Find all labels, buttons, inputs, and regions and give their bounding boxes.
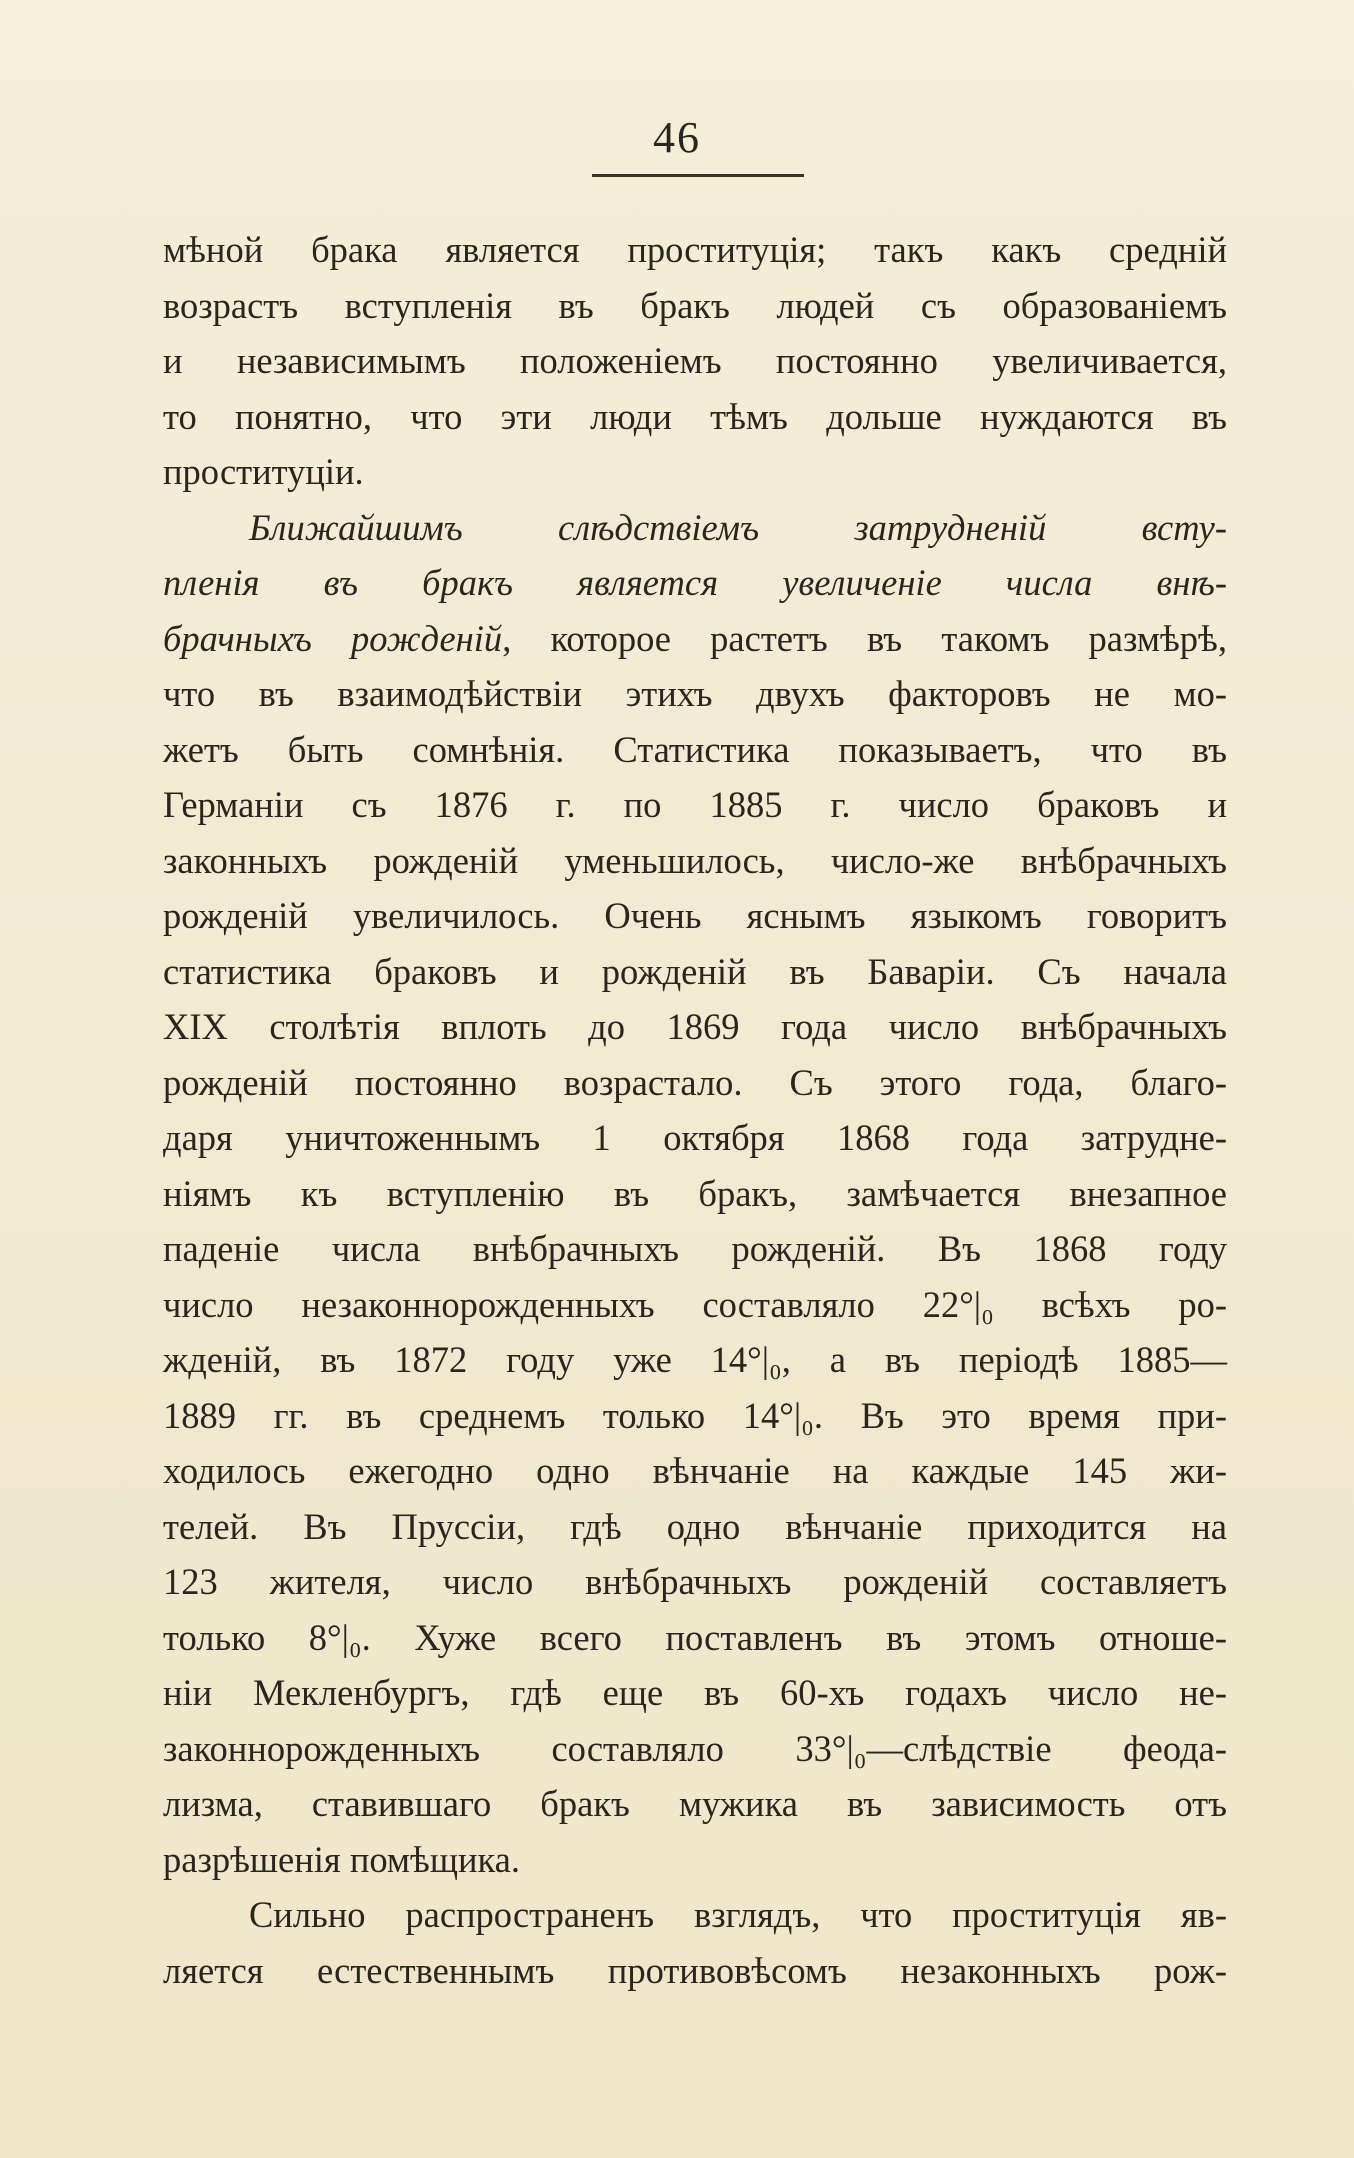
line-text: Сильно распространенъ взглядъ, что проституція яв-	[249, 1894, 1227, 1935]
line-text: статистика браковъ и рожденій въ Баваріи. Съ начала	[163, 950, 1227, 992]
text-line	[163, 1443, 1227, 1499]
text-line	[163, 999, 1227, 1055]
line-text: телей. Въ Пруссіи, гдѣ одно вѣнчаніе приходится на	[163, 1505, 1227, 1547]
text-line	[163, 666, 1227, 722]
text-line	[163, 1832, 1227, 1888]
line-text: законнорожденныхъ составляло 33°|₀—слѣдствіе феода-	[163, 1727, 1227, 1769]
line-text: жденій, въ 1872 году уже 14°|₀, а въ періодѣ 1885—	[163, 1339, 1227, 1380]
text-line	[163, 389, 1227, 445]
line-text: ніямъ къ вступленію въ бракъ, замѣчается внезапное	[163, 1172, 1227, 1214]
line-text: лизма, ставившаго бракъ мужика въ зависимость отъ	[163, 1783, 1227, 1824]
text-line	[163, 1277, 1227, 1333]
line-text: жетъ быть сомнѣнія. Статистика показываетъ, что въ	[163, 728, 1227, 770]
line-text: ляется естественнымъ противовѣсомъ незаконныхъ рож-	[163, 1949, 1227, 1991]
line-text: законныхъ рожденій уменьшилось, число-же внѣбрачныхъ	[163, 839, 1227, 881]
line-text: что въ взаимодѣйствіи этихъ двухъ факторовъ не мо-	[163, 673, 1227, 714]
line-text: 123 жителя, число внѣбрачныхъ рожденій составляетъ	[163, 1561, 1227, 1602]
text-line	[163, 500, 1227, 556]
text-line	[163, 333, 1227, 389]
line-text: , которое растетъ въ такомъ размѣрѣ,	[502, 617, 1227, 659]
text-line	[163, 777, 1227, 833]
line-text: Германіи съ 1876 г. по 1885 г. число браковъ и	[163, 784, 1227, 825]
text-line	[163, 1499, 1227, 1555]
text-line	[163, 1055, 1227, 1111]
line-text: 1889 гг. въ среднемъ только 14°|₀. Въ это время при-	[163, 1394, 1227, 1436]
line-text: проституціи.	[163, 451, 364, 492]
text-line	[163, 444, 1227, 500]
text-line	[163, 222, 1227, 278]
text-line	[163, 1388, 1227, 1444]
line-text: возрастъ вступленія въ бракъ людей съ образованіемъ	[163, 284, 1227, 326]
text-line	[163, 611, 1227, 667]
text-line	[163, 1166, 1227, 1222]
line-text: рожденій увеличилось. Очень яснымъ языкомъ говоритъ	[163, 895, 1227, 936]
text-line	[163, 1943, 1227, 1999]
text-line	[163, 1554, 1227, 1610]
body-text	[163, 222, 1227, 1998]
page-header	[0, 112, 1354, 163]
text-line	[163, 1221, 1227, 1277]
line-text: XIX столѣтія вплоть до 1869 года число внѣбрачныхъ	[163, 1006, 1227, 1047]
text-line	[163, 1110, 1227, 1166]
header-rule	[592, 174, 804, 177]
text-line	[163, 1665, 1227, 1721]
italic-phrase: пленія въ бракъ является увеличеніе числа внѣ-	[163, 562, 1227, 603]
text-line	[163, 722, 1227, 778]
line-text: ніи Мекленбургъ, гдѣ еще въ 60-хъ годахъ число не-	[163, 1672, 1227, 1713]
text-line	[163, 1887, 1227, 1943]
line-text: даря уничтоженнымъ 1 октября 1868 года затрудне-	[163, 1117, 1227, 1158]
line-text: ходилось ежегодно одно вѣнчаніе на каждые 145 жи-	[163, 1450, 1227, 1491]
line-text: мѣной брака является проституція; такъ какъ средній	[163, 229, 1227, 270]
line-text: рожденій постоянно возрастало. Съ этого года, благо-	[163, 1061, 1227, 1103]
line-text: то понятно, что эти люди тѣмъ дольше нуждаются въ	[163, 395, 1227, 437]
text-line	[163, 1721, 1227, 1777]
line-text: число незаконнорожденныхъ составляло 22°|₀ всѣхъ ро-	[163, 1283, 1227, 1325]
italic-phrase: брачныхъ рожденій	[163, 617, 503, 659]
text-line	[163, 1610, 1227, 1666]
italic-phrase: Ближайшимъ слѣдствіемъ затрудненій всту-	[249, 506, 1227, 548]
line-text: разрѣшенія помѣщика.	[163, 1838, 520, 1880]
text-line	[163, 944, 1227, 1000]
text-line	[163, 1332, 1227, 1388]
text-line	[163, 555, 1227, 611]
text-line	[163, 1776, 1227, 1832]
line-text: паденіе числа внѣбрачныхъ рожденій. Въ 1868 году	[163, 1228, 1227, 1269]
line-text: только 8°|₀. Хуже всего поставленъ въ этомъ отноше-	[163, 1616, 1227, 1658]
text-line	[163, 833, 1227, 889]
text-line	[163, 278, 1227, 334]
text-line	[163, 888, 1227, 944]
page-number: 46	[653, 113, 701, 162]
line-text: и независимымъ положеніемъ постоянно увеличивается,	[163, 340, 1227, 381]
